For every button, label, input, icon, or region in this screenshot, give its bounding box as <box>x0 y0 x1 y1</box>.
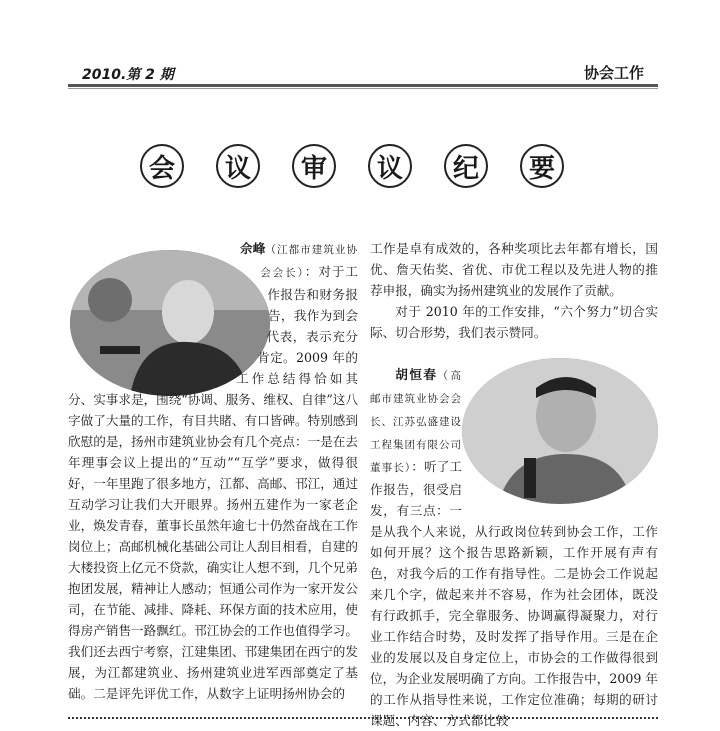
column-right <box>370 238 658 731</box>
paragraph: 对于 2010 年的工作安排，“六个努力”切合实际、切合形势，我们表示赞同。 <box>370 304 658 340</box>
article-title <box>140 144 580 190</box>
title-char: 会 <box>140 144 184 188</box>
header-rule-thin <box>68 88 658 89</box>
title-char: 审 <box>292 144 336 188</box>
title-char: 要 <box>520 144 564 188</box>
speaker-affiliation: （江都市建筑业协会会长） <box>260 244 359 279</box>
speaker-name: 胡恒春 <box>395 367 438 382</box>
speech-text: ：对于工作报告和财务报告，我作为到会代表，表示充分肯定。2009 年的工作总结得恰如其分、实事求是，围绕“协调、服务、维权、自律”这八字做了大量的工作，有目共睹、有口皆碑。特别感到欣慰的是，扬州市建筑业协会有几个亮点：一是在去年理事会议上提出的“互动”“互学”要求，做得很好，一年里跑了很多地方，江都、高邮、邗江，通过互动学习让我们大开眼界。扬州五建作为一家老企业，焕发青春，董事长虽然年逾七十仍然奋战在工作岗位上；高邮机械化基础公司让人刮目相看，自建的大楼投资上亿元不贷款，确实让人想不到，几个兄弟抱团发展，精神让人感动；恒通公司作为一家开发公司，在节能、减排、降耗、环保方面的技术应用，使得房产销售一路飘红。邗江协会的工作也值得学习。我们还去西宁考察，江建集团、邗建集团在西宁的发展，为江都建筑业、扬州建筑业进军西部奠定了基础。二是评先评优工作，从数字上证明扬州协会的 <box>68 264 359 701</box>
header-rule <box>68 84 658 87</box>
paragraph: 工作是卓有成效的，各种奖项比去年都有增长，国优、詹天佑奖、省优、市优工程以及先进人物的推荐申报，确实为扬州建筑业的发展作了贡献。 <box>370 241 658 298</box>
title-char: 议 <box>368 144 412 188</box>
title-char: 议 <box>216 144 260 188</box>
speaker-name: 佘峰 <box>240 241 266 256</box>
section-title: 协会工作 <box>583 64 644 82</box>
footer-rule <box>68 717 658 719</box>
page-header <box>68 62 658 84</box>
issue-number: 2010.第 2 期 <box>82 67 174 83</box>
speech-text: ：听了工作报告，很受启发，有三点：一是从我个人来说，从行政岗位转到协会工作，工作如何开展？这个报告思路新颖，工作开展有声有色，对我今后的工作有指导性。二是协会工作说起来几个字，做起来并不容易，作为社会团体，既没有行政抓手，完全靠服务、协调赢得凝聚力，对行业工作结合时势，及时发挥了指导作用。三是在企业的发展以及自身定位上，市协会的工作做得很到位，为企业发展明确了方向。工作报告中，2009 年的工作从指导性来说，工作定位准确；每期的研讨课题、内容、方式都比较 <box>370 459 658 728</box>
speaker-affiliation: （高邮市建筑业协会会长、江苏弘盛建设工程集团有限公司董事长） <box>370 370 463 474</box>
title-char: 纪 <box>444 144 488 188</box>
column-left <box>68 238 358 704</box>
